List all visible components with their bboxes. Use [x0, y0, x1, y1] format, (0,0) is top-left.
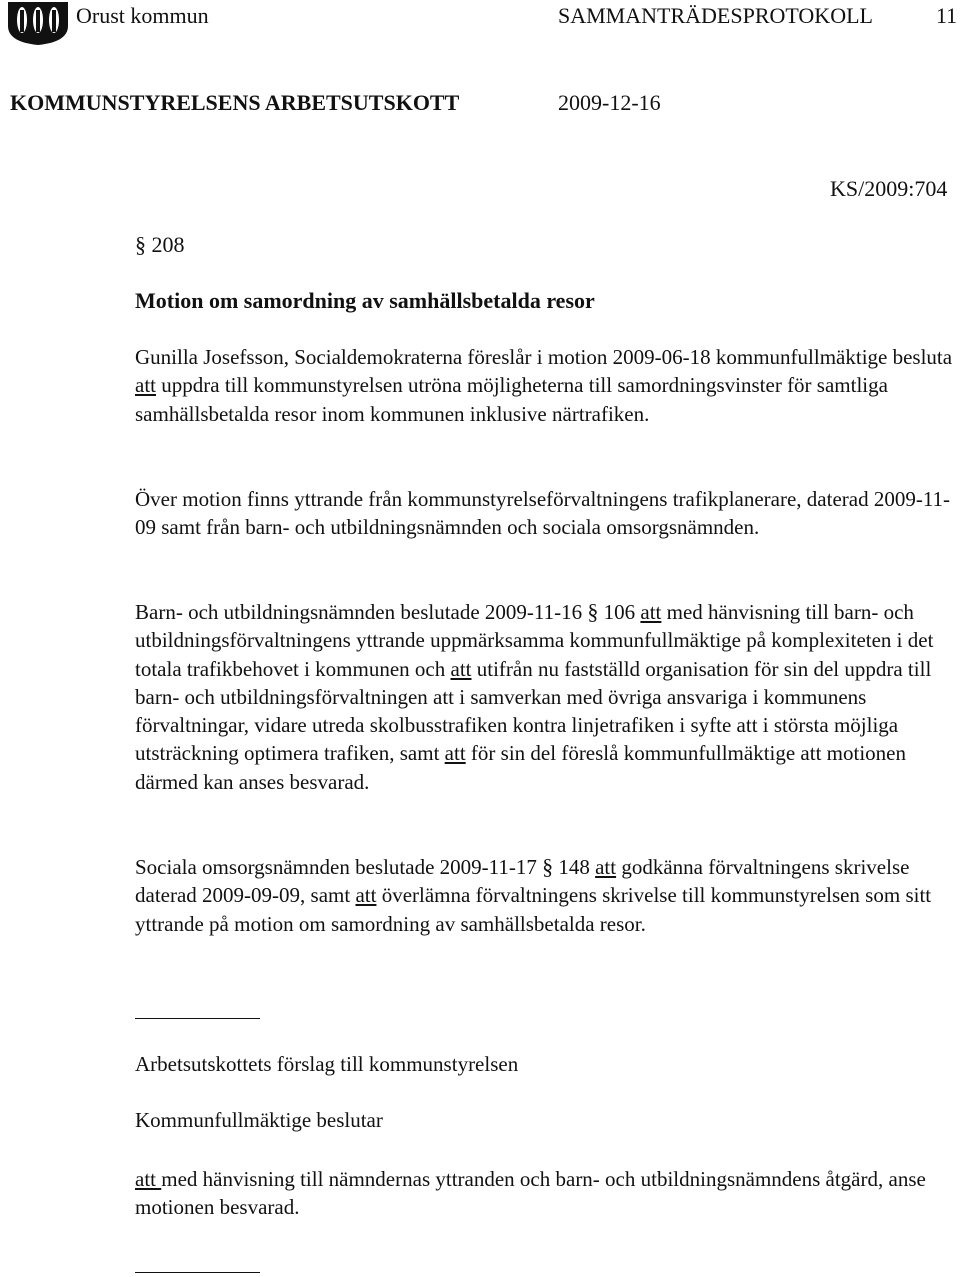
- paragraph-statements: Över motion finns yttrande från kommunstyrelseförvaltningens trafikplanerare, daterad 2009-11-09 samt från barn- och utbildningsnämnden och sociala omsorgsnämnden.: [135, 487, 951, 540]
- section-symbol: §: [135, 232, 146, 257]
- att-keyword: att: [450, 656, 472, 681]
- page-number: 11: [936, 3, 958, 28]
- org-name: Orust kommun: [76, 3, 209, 28]
- att-keyword: att: [135, 373, 156, 398]
- document-type: SAMMANTRÄDESPROTOKOLL: [558, 3, 873, 28]
- section-symbol: §: [542, 854, 554, 879]
- section-title: Motion om samordning av samhällsbetalda resor: [135, 288, 595, 313]
- section-number: [135, 232, 185, 258]
- committee-name: KOMMUNSTYRELSENS ARBETSUTSKOTT: [10, 90, 460, 115]
- att-keyword: att: [595, 855, 617, 879]
- paragraph-son-decision: Sociala omsorgsnämnden beslutade 2009-11-17 § 148 att godkänna förvaltningens skrivelse daterad 2009-09-09, samt att överlämna förvaltningens skrivelse till kommunstyrelsen som sitt yttrande på motion om samordning av samhällsbetalda resor.: [135, 854, 932, 936]
- att-keyword: att: [355, 883, 377, 908]
- att-keyword: att: [135, 1167, 162, 1191]
- decision-text: att med hänvisning till nämndernas yttranden och barn- och utbildningsnämndens åtgärd, anse motionen besvarad.: [135, 1167, 926, 1220]
- paragraph-bun-decision: Barn- och utbildningsnämnden beslutade 2009-11-16 § 106 att med hänvisning till barn- och utbildningsförvaltningens yttrande uppmärksamma kommunfullmäktige på komplexiteten i det totala trafikbehovet i kommunen och att utifrån nu fastställd organisation för sin del uppdra till barn- och utbildningsförvaltningen att i samverkan med övriga ansvariga i kommunens förvaltningar, vidare utreda skolbusstrafiken kontra linjetrafiken i syfte att i största möjliga utsträckning optimera trafiken, samt att för sin del föreslå kommunfullmäktige att motionen därmed kan anses besvarad.: [135, 599, 934, 794]
- section-symbol: §: [587, 599, 599, 624]
- divider: [135, 1018, 260, 1019]
- att-keyword: att: [640, 600, 662, 624]
- case-reference: KS/2009:704: [830, 176, 948, 201]
- proposal-heading: Arbetsutskottets förslag till kommunstyrelsen: [135, 1052, 519, 1076]
- municipality-logo: [6, 0, 70, 46]
- decision-heading: Kommunfullmäktige beslutar: [135, 1108, 383, 1132]
- meeting-date: 2009-12-16: [558, 90, 661, 115]
- paragraph-motion: Gunilla Josefsson, Socialdemokraterna föreslår i motion 2009-06-18 kommunfullmäktige besluta att uppdra till kommunstyrelsen utröna möjligheterna till samordningsvinster för samtliga samhällsbetalda resor inom kommunen inklusive närtrafiken.: [135, 345, 953, 426]
- section-number-text: 208: [151, 232, 185, 257]
- divider-bottom: [135, 1272, 260, 1273]
- att-keyword: att: [444, 741, 466, 766]
